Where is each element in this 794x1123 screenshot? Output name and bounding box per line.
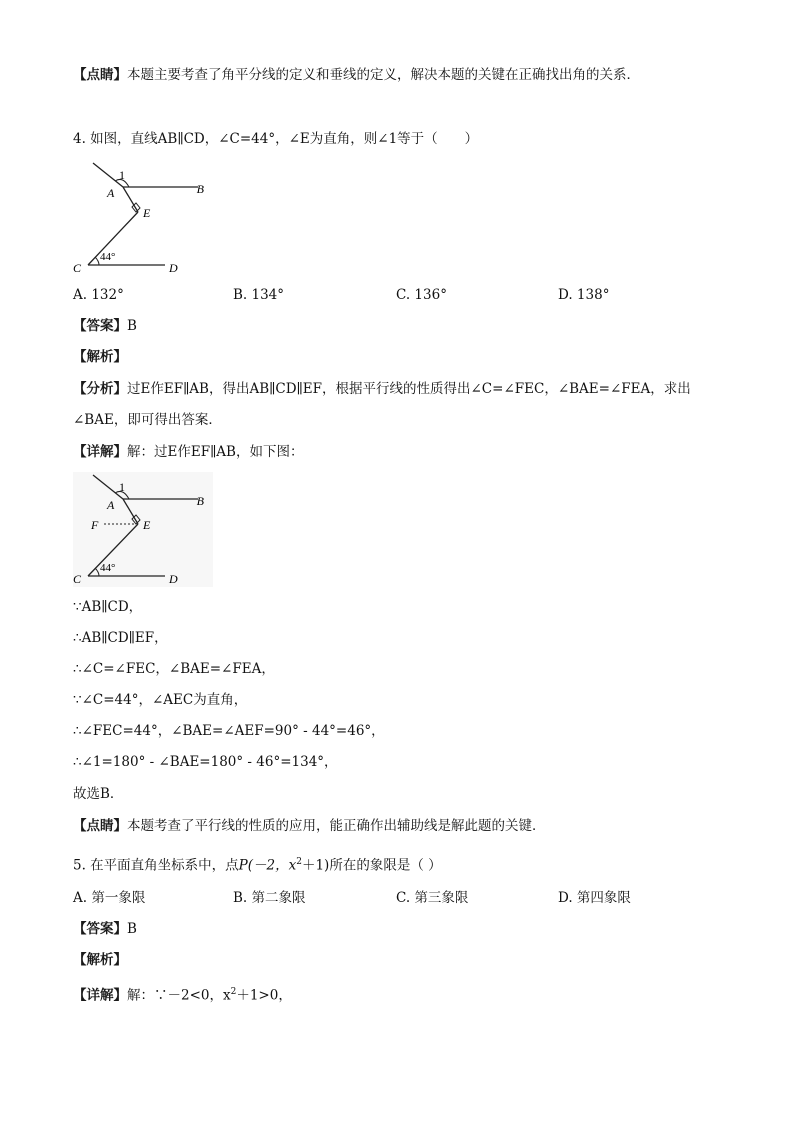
q4-step-1: ∵AB∥CD，: [73, 599, 143, 615]
dianjing-tag: 【点睛】: [73, 818, 127, 834]
label-angle: 44°: [100, 251, 116, 263]
q5-option-c[interactable]: C. 第三象限: [396, 890, 469, 906]
label-A: A: [107, 186, 115, 200]
label-1: 1: [119, 168, 125, 182]
q5-stem-pre: 5. 在平面直角坐标系中，点: [73, 857, 239, 874]
label-1: 1: [119, 480, 125, 494]
q5-stem: [73, 853, 442, 875]
q4-stem: 4. 如图，直线AB∥CD，∠C=44°，∠E为直角，则∠1等于（ ）: [73, 131, 479, 147]
q4-option-d[interactable]: D. 138°: [558, 287, 610, 303]
q4-option-b[interactable]: B. 134°: [233, 287, 285, 303]
fenxi-tag: 【分析】: [73, 381, 127, 397]
q5-stem-post: ＋1)所在的象限是（ ）: [301, 857, 442, 874]
q4-xiangjie: [73, 443, 303, 461]
q5-option-d[interactable]: D. 第四象限: [558, 890, 631, 906]
label-angle: 44°: [100, 562, 116, 574]
label-B: B: [196, 182, 204, 196]
label-C: C: [73, 572, 82, 586]
label-E: E: [143, 518, 151, 532]
label-A: A: [107, 498, 115, 512]
answer-value: B: [127, 921, 137, 937]
q4-step-6: ∴∠1=180° - ∠BAE=180° - 46°=134°，: [73, 754, 338, 770]
answer-tag: 【答案】: [73, 318, 127, 334]
q5-jiexi: 【解析】: [73, 952, 127, 968]
xiangjie-post: ＋1>0，: [236, 987, 292, 1004]
q5-point: P(－2，x: [238, 857, 297, 874]
xiangjie-tag: 【详解】: [73, 444, 127, 460]
angle-C-arc: [95, 257, 99, 265]
q4-jiexi: 【解析】: [73, 349, 127, 365]
q5-answer: [73, 920, 137, 938]
dianjing-text: 本题考查了平行线的性质的应用，能正确作出辅助线是解此题的关键．: [127, 818, 546, 834]
xiangjie-tag: 【详解】: [73, 987, 127, 1004]
fenxi-text-1: 过E作EF∥AB，得出AB∥CD∥EF，根据平行线的性质得出∠C=∠FEC，∠BAE=∠FEA，求出: [127, 381, 691, 397]
q5-option-b[interactable]: B. 第二象限: [233, 890, 306, 906]
label-F: F: [91, 518, 99, 532]
q4-option-a[interactable]: A. 132°: [73, 287, 124, 303]
label-D: D: [169, 261, 178, 275]
answer-value: B: [127, 318, 137, 334]
q5-option-a[interactable]: A. 第一象限: [73, 890, 146, 906]
q4-fenxi-cont: ∠BAE，即可得出答案．: [73, 412, 222, 428]
dianjing-text: 本题主要考查了角平分线的定义和垂线的定义，解决本题的关键在正确找出角的关系．: [127, 67, 640, 83]
dianjing-tag: 【点睛】: [73, 67, 127, 83]
q4-option-c[interactable]: C. 136°: [396, 287, 447, 303]
label-C: C: [73, 261, 82, 275]
label-D: D: [169, 572, 178, 586]
xiangjie-exponent: 2: [230, 987, 237, 997]
label-E: E: [143, 206, 151, 220]
angle-C-arc: [95, 568, 99, 576]
segment-AE: [123, 499, 138, 524]
dianjing-note-previous: [73, 66, 640, 84]
segment-AE: [123, 187, 138, 212]
q4-answer: [73, 317, 137, 335]
label-B: B: [196, 494, 204, 508]
q4-step-2: ∴AB∥CD∥EF，: [73, 630, 168, 646]
q4-solution-figure: [73, 472, 213, 587]
q4-step-4: ∵∠C=44°，∠AEC为直角，: [73, 692, 248, 708]
q4-step-3: ∴∠C=∠FEC，∠BAE=∠FEA，: [73, 661, 275, 677]
q4-dianjing: [73, 817, 546, 835]
xiangjie-intro: 解：过E作EF∥AB，如下图：: [127, 444, 304, 460]
q5-exponent: 2: [296, 857, 302, 867]
q4-step-5: ∴∠FEC=44°，∠BAE=∠AEF=90° - 44°=46°，: [73, 723, 385, 739]
q4-figure: [73, 160, 203, 278]
q4-fenxi: [73, 380, 691, 398]
xiangjie-pre: 解：∵－2<0，x: [127, 987, 231, 1004]
answer-tag: 【答案】: [73, 921, 127, 937]
q5-xiangjie: [73, 983, 292, 1005]
q4-conclusion: 故选B．: [73, 786, 124, 802]
